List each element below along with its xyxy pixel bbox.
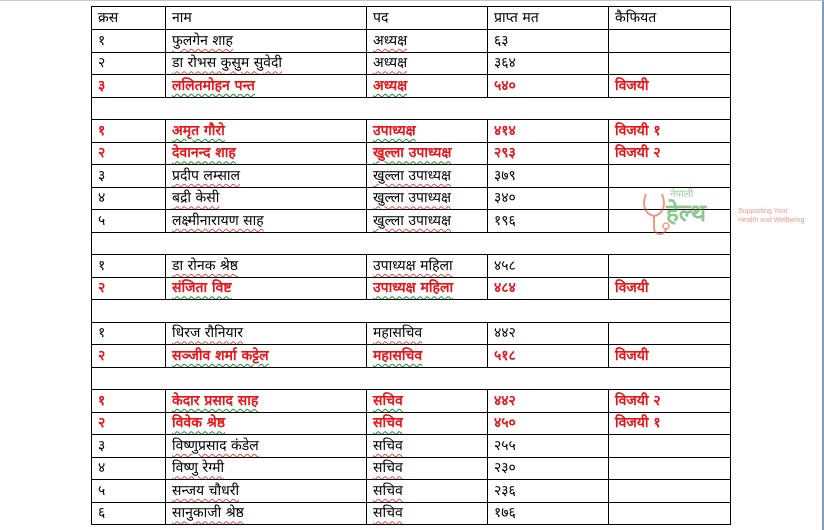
cell-sn: २ — [92, 142, 166, 165]
cell-votes: ४५० — [488, 412, 609, 435]
name-text: सन्जय चौधरी — [172, 482, 240, 499]
cell-name — [166, 75, 367, 98]
cell-sn: ३ — [92, 75, 166, 98]
watermark-main-text: हेल्थ — [666, 199, 707, 227]
post-text: अध्यक्ष — [373, 77, 408, 94]
post-text: महासचिव — [373, 347, 423, 364]
table-row — [92, 30, 731, 53]
cell-sn: १ — [92, 255, 166, 278]
cell-name — [166, 277, 367, 300]
table-row — [92, 255, 731, 278]
spacer-cell — [92, 97, 731, 120]
table-row — [92, 52, 731, 75]
cell-remarks: विजयी — [609, 75, 731, 98]
post-text: सचिव — [373, 482, 403, 499]
cell-post — [367, 75, 488, 98]
name-text: संजिता विष्ट — [172, 280, 232, 297]
cell-remarks — [609, 52, 731, 75]
cell-post — [367, 277, 488, 300]
table-row — [92, 165, 731, 188]
table-header-row — [92, 7, 731, 30]
name-text: लक्ष्मीनारायण साह — [172, 212, 264, 229]
cell-sn: २ — [92, 277, 166, 300]
nepali-health-watermark-logo — [640, 186, 805, 242]
name-text: सानुकाजी श्रेष्ठ — [172, 505, 244, 522]
cell-name — [166, 322, 367, 345]
name-text: देवानन्द शाह — [172, 145, 236, 162]
post-text: महासचिव — [373, 325, 423, 342]
post-text: उपाध्यक्ष महिला — [373, 280, 454, 297]
section-spacer-row — [92, 232, 731, 255]
winner-row — [92, 345, 731, 368]
header-post: पद — [367, 7, 488, 30]
cell-remarks — [609, 255, 731, 278]
cell-remarks: विजयी २ — [609, 142, 731, 165]
watermark-tagline-2: Health and Wellbeing — [738, 217, 805, 224]
name-text: अमृत गौरो — [172, 122, 225, 139]
cell-sn: ५ — [92, 210, 166, 233]
cell-votes: ४८४ — [488, 277, 609, 300]
post-text: खुल्ला उपाध्यक्ष — [373, 145, 452, 162]
section-spacer-row — [92, 97, 731, 120]
name-text: डा रोनक श्रेष्ठ — [172, 257, 239, 274]
watermark-tagline-1: Supporting Your — [738, 208, 788, 215]
cell-name — [166, 210, 367, 233]
cell-votes: ४४२ — [488, 390, 609, 413]
post-text: सचिव — [373, 437, 403, 454]
cell-post — [367, 255, 488, 278]
cell-sn: ३ — [92, 435, 166, 458]
cell-post — [367, 322, 488, 345]
name-text: बद्री केसी — [172, 190, 220, 207]
cell-remarks — [609, 30, 731, 53]
cell-name — [166, 435, 367, 458]
cell-remarks: विजयी १ — [609, 120, 731, 143]
cell-name — [166, 255, 367, 278]
cell-post — [367, 52, 488, 75]
cell-name — [166, 412, 367, 435]
cell-post — [367, 187, 488, 210]
post-text: खुल्ला उपाध्यक्ष — [373, 167, 452, 184]
post-text: सचिव — [373, 460, 403, 477]
name-text: प्रदीप लम्साल — [172, 167, 241, 184]
cell-post — [367, 435, 488, 458]
spacer-cell — [92, 300, 731, 323]
post-text: अध्यक्ष — [373, 32, 408, 49]
cell-votes: ६३ — [488, 30, 609, 53]
table-row — [92, 210, 731, 233]
winner-row — [92, 75, 731, 98]
cell-post — [367, 30, 488, 53]
cell-post — [367, 165, 488, 188]
cell-remarks: विजयी २ — [609, 390, 731, 413]
winner-row — [92, 120, 731, 143]
post-text: खुल्ला उपाध्यक्ष — [373, 190, 452, 207]
section-spacer-row — [92, 300, 731, 323]
name-text: विवेक श्रेष्ठ — [172, 415, 225, 432]
cell-sn: ५ — [92, 480, 166, 503]
cell-votes: ४५८ — [488, 255, 609, 278]
cell-remarks: विजयी १ — [609, 412, 731, 435]
cell-votes: ३४० — [488, 187, 609, 210]
cell-name — [166, 120, 367, 143]
cell-votes: ४१४ — [488, 120, 609, 143]
cell-votes: ५४० — [488, 75, 609, 98]
post-text: सचिव — [373, 392, 403, 409]
name-text: केदार प्रसाद साह — [172, 392, 259, 409]
cell-votes: २३६ — [488, 480, 609, 503]
cell-name — [166, 52, 367, 75]
cell-name — [166, 345, 367, 368]
spacer-cell — [92, 232, 731, 255]
cell-post — [367, 390, 488, 413]
watermark-top-text: नेपाली — [670, 189, 694, 200]
cell-votes: ५१८ — [488, 345, 609, 368]
cell-sn: १ — [92, 120, 166, 143]
post-text: उपाध्यक्ष — [373, 122, 416, 139]
name-text: विष्णुप्रसाद कंडेल — [172, 437, 259, 454]
winner-row — [92, 390, 731, 413]
cell-name — [166, 142, 367, 165]
cell-post — [367, 412, 488, 435]
cell-votes: ४४२ — [488, 322, 609, 345]
cell-remarks: विजयी — [609, 345, 731, 368]
cell-name — [166, 187, 367, 210]
cell-votes: २९३ — [488, 142, 609, 165]
name-text: सञ्जीव शर्मा कट्टेल — [172, 347, 269, 364]
post-text: सचिव — [373, 505, 403, 522]
cell-name — [166, 457, 367, 480]
cell-votes: ३७९ — [488, 165, 609, 188]
post-text: खुल्ला उपाध्यक्ष — [373, 212, 452, 229]
cell-post — [367, 480, 488, 503]
cell-remarks — [609, 457, 731, 480]
header-remarks: कैफियत — [609, 7, 731, 30]
cell-votes: २३० — [488, 457, 609, 480]
winner-row — [92, 142, 731, 165]
cell-remarks: विजयी — [609, 277, 731, 300]
header-votes: प्राप्त मत — [488, 7, 609, 30]
cell-post — [367, 210, 488, 233]
post-text: उपाध्यक्ष महिला — [373, 257, 453, 274]
cell-remarks — [609, 165, 731, 188]
winner-row — [92, 277, 731, 300]
winner-row — [92, 412, 731, 435]
name-text: धिरज रौनियार — [172, 325, 244, 342]
post-text: सचिव — [373, 415, 403, 432]
cell-post — [367, 142, 488, 165]
cell-name — [166, 480, 367, 503]
cell-remarks — [609, 322, 731, 345]
post-text: अध्यक्ष — [373, 55, 408, 72]
cell-votes: १७६ — [488, 502, 609, 525]
header-name: नाम — [166, 7, 367, 30]
cell-votes: १९६ — [488, 210, 609, 233]
cell-name — [166, 390, 367, 413]
cell-remarks — [609, 502, 731, 525]
spacer-cell — [92, 367, 731, 390]
name-text: ललितमोहन पन्त — [172, 77, 255, 94]
name-text: विष्णु रेग्मी — [172, 460, 225, 477]
cell-sn: ६ — [92, 502, 166, 525]
cell-name — [166, 30, 367, 53]
election-results-table — [91, 6, 731, 525]
cell-sn: ४ — [92, 457, 166, 480]
table-row — [92, 322, 731, 345]
header-sn: क्रस — [92, 7, 166, 30]
table-row — [92, 480, 731, 503]
cell-sn: १ — [92, 30, 166, 53]
table-row — [92, 457, 731, 480]
table-row — [92, 502, 731, 525]
name-text: डा रोभस कुसुम सुवेदी — [172, 55, 283, 72]
table-row — [92, 435, 731, 458]
cell-remarks — [609, 480, 731, 503]
cell-sn: ३ — [92, 165, 166, 188]
cell-sn: ४ — [92, 187, 166, 210]
cell-post — [367, 502, 488, 525]
cell-sn: २ — [92, 345, 166, 368]
table-row — [92, 187, 731, 210]
cell-sn: २ — [92, 412, 166, 435]
section-spacer-row — [92, 367, 731, 390]
cell-remarks — [609, 435, 731, 458]
cell-sn: २ — [92, 52, 166, 75]
cell-sn: १ — [92, 390, 166, 413]
name-text: फुलगेन शाह — [172, 32, 233, 49]
cell-name — [166, 502, 367, 525]
cell-post — [367, 345, 488, 368]
cell-votes: ३६४ — [488, 52, 609, 75]
cell-sn: १ — [92, 322, 166, 345]
cell-post — [367, 457, 488, 480]
cell-post — [367, 120, 488, 143]
cell-votes: २५५ — [488, 435, 609, 458]
cell-name — [166, 165, 367, 188]
